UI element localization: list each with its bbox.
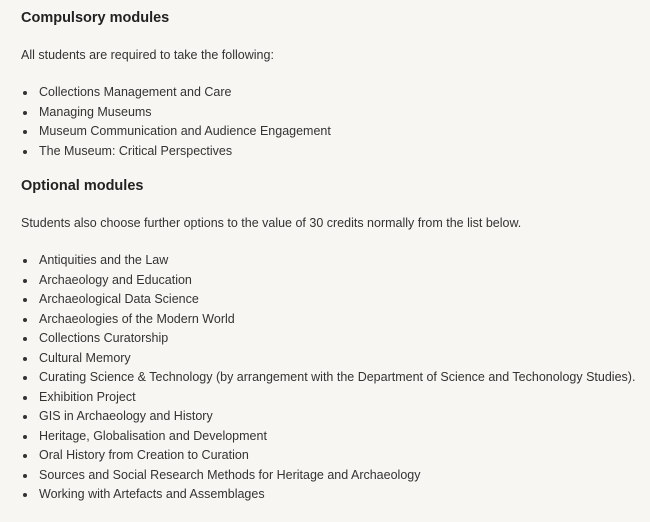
module-name: Museum Communication and Audience Engagement (39, 124, 331, 138)
list-item (21, 83, 650, 103)
list-item (21, 271, 650, 291)
module-name: Oral History from Creation to Curation (39, 448, 249, 462)
list-item (21, 446, 650, 466)
module-name: Working with Artefacts and Assemblages (39, 487, 265, 501)
bullet-icon (23, 318, 27, 322)
bullet-icon (23, 415, 27, 419)
list-item (21, 251, 650, 271)
module-name: The Museum: Critical Perspectives (39, 143, 233, 158)
module-name: Exhibition Project (39, 389, 136, 404)
optional-modules-heading: Optional modules (21, 178, 144, 194)
list-item (21, 485, 650, 505)
optional-modules-section (21, 177, 650, 505)
list-item (21, 427, 650, 447)
list-item (21, 466, 650, 486)
module-name: Heritage, Globalisation and Development (39, 428, 267, 443)
module-name: GIS in Archaeology and History (39, 409, 213, 423)
list-item (21, 388, 650, 408)
list-item (21, 122, 650, 142)
bullet-icon (23, 435, 27, 439)
compulsory-modules-intro: All students are required to take the following: (21, 48, 274, 62)
module-name: Cultural Memory (39, 350, 131, 365)
bullet-icon (23, 376, 27, 380)
list-item (21, 103, 650, 123)
bullet-icon (23, 111, 27, 115)
bullet-icon (23, 493, 27, 497)
list-item (21, 310, 650, 330)
module-name: Archaeological Data Science (39, 292, 199, 306)
compulsory-modules-list (21, 83, 650, 161)
module-name: Sources and Social Research Methods for Heritage and Archaeology (39, 467, 421, 482)
bullet-icon (23, 474, 27, 478)
bullet-icon (23, 91, 27, 95)
bullet-icon (23, 298, 27, 302)
module-name: Archaeology and Education (39, 272, 192, 287)
module-name: Managing Museums (39, 104, 152, 119)
bullet-icon (23, 357, 27, 361)
bullet-icon (23, 150, 27, 154)
optional-modules-list (21, 251, 650, 505)
module-name: Collections Management and Care (39, 85, 232, 99)
compulsory-modules-heading: Compulsory modules (21, 10, 170, 26)
bullet-icon (23, 396, 27, 400)
bullet-icon (23, 259, 27, 263)
bullet-icon (23, 130, 27, 134)
list-item (21, 290, 650, 310)
module-name: Archaeologies of the Modern World (39, 311, 235, 326)
module-name: Antiquities and the Law (39, 253, 169, 267)
bullet-icon (23, 337, 27, 341)
list-item (21, 407, 650, 427)
optional-modules-intro: Students also choose further options to the value of 30 credits normally from the list below. (21, 216, 522, 230)
compulsory-modules-section (21, 9, 650, 161)
bullet-icon (23, 454, 27, 458)
list-item (21, 142, 650, 162)
list-item (21, 349, 650, 369)
module-name: Curating Science & Technology (by arrangement with the Department of Science and Techonology Studies). (39, 370, 636, 384)
list-item (21, 368, 650, 388)
list-item (21, 329, 650, 349)
module-name: Collections Curatorship (39, 331, 169, 345)
bullet-icon (23, 279, 27, 283)
